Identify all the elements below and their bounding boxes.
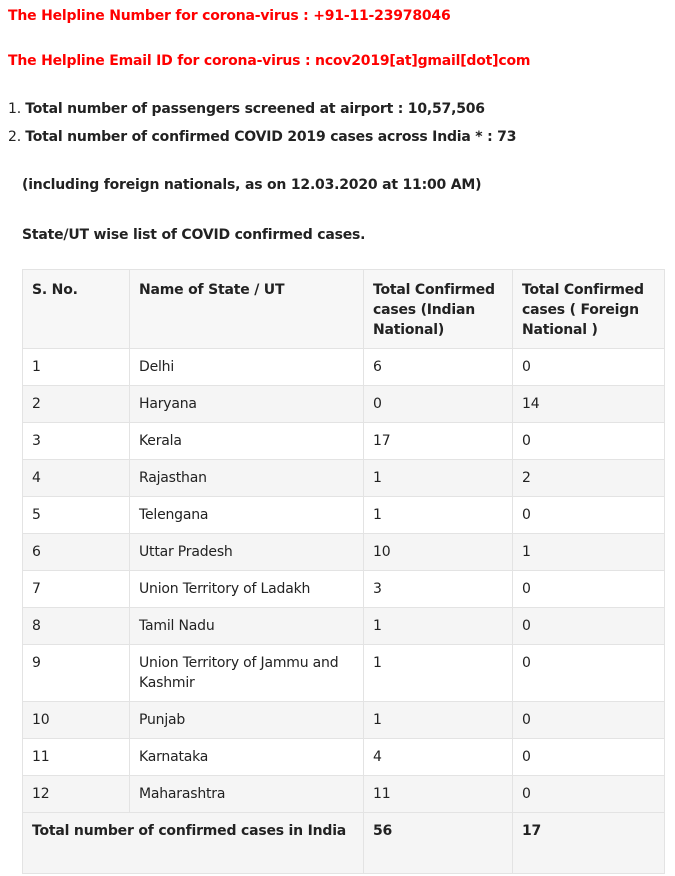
table-row [23,349,665,386]
cell-foreign-cases: 0 [513,776,665,813]
cell-sno: 6 [23,534,130,571]
cell-state: Rajasthan [130,460,364,497]
table-row [23,423,665,460]
total-indian: 56 [364,813,513,874]
header-sno: S. No. [23,270,130,349]
cell-foreign-cases: 0 [513,702,665,739]
cell-indian-cases: 3 [364,571,513,608]
table-title: State/UT wise list of COVID confirmed cases. [22,227,366,243]
table-row [23,702,665,739]
cell-indian-cases: 1 [364,497,513,534]
table-row [23,608,665,645]
stats-item-passengers [8,100,516,128]
cell-state: Uttar Pradesh [130,534,364,571]
cell-indian-cases: 1 [364,460,513,497]
cell-foreign-cases: 0 [513,739,665,776]
cell-indian-cases: 1 [364,702,513,739]
cell-state: Karnataka [130,739,364,776]
cell-sno: 10 [23,702,130,739]
total-label: Total number of confirmed cases in India [23,813,364,874]
cell-indian-cases: 0 [364,386,513,423]
stats-item-confirmed [8,128,516,156]
cases-table [22,269,665,874]
cell-foreign-cases: 1 [513,534,665,571]
table-row [23,386,665,423]
cell-sno: 7 [23,571,130,608]
cell-indian-cases: 4 [364,739,513,776]
table-row [23,571,665,608]
cell-foreign-cases: 0 [513,423,665,460]
cell-foreign-cases: 0 [513,645,665,702]
cell-sno: 2 [23,386,130,423]
cell-sno: 8 [23,608,130,645]
cell-foreign-cases: 2 [513,460,665,497]
cell-state: Haryana [130,386,364,423]
header-state: Name of State / UT [130,270,364,349]
header-indian-cases: Total Confirmed cases (Indian National) [364,270,513,349]
cell-sno: 9 [23,645,130,702]
table-row [23,645,665,702]
cell-sno: 3 [23,423,130,460]
stats-list [8,100,516,156]
table-row [23,776,665,813]
cell-foreign-cases: 0 [513,349,665,386]
cell-sno: 1 [23,349,130,386]
cell-sno: 11 [23,739,130,776]
passengers-screened-text: Total number of passengers screened at airport : 10,57,506 [25,101,485,117]
cell-state: Maharashtra [130,776,364,813]
cell-state: Tamil Nadu [130,608,364,645]
helpline-email: The Helpline Email ID for corona-virus : ncov2019[at]gmail[dot]com [8,53,531,69]
cell-indian-cases: 1 [364,608,513,645]
cell-sno: 4 [23,460,130,497]
cell-indian-cases: 1 [364,645,513,702]
cell-indian-cases: 11 [364,776,513,813]
cell-state: Punjab [130,702,364,739]
cell-state: Telengana [130,497,364,534]
table-row [23,460,665,497]
cell-foreign-cases: 0 [513,608,665,645]
foreign-nationals-note: (including foreign nationals, as on 12.03.2020 at 11:00 AM) [22,177,482,193]
cell-state: Union Territory of Ladakh [130,571,364,608]
total-row [23,813,665,874]
cell-foreign-cases: 14 [513,386,665,423]
cell-sno: 12 [23,776,130,813]
cell-indian-cases: 6 [364,349,513,386]
confirmed-cases-text: Total number of confirmed COVID 2019 cases across India * : 73 [25,129,517,145]
cell-state: Kerala [130,423,364,460]
table-row [23,534,665,571]
helpline-number: The Helpline Number for corona-virus : +91-11-23978046 [8,8,451,24]
cell-foreign-cases: 0 [513,571,665,608]
cell-foreign-cases: 0 [513,497,665,534]
cell-indian-cases: 10 [364,534,513,571]
list-number: 2. [8,129,21,145]
total-foreign: 17 [513,813,665,874]
header-foreign-cases: Total Confirmed cases ( Foreign National ) [513,270,665,349]
cell-state: Delhi [130,349,364,386]
table-row [23,739,665,776]
list-number: 1. [8,101,21,117]
table-header-row [23,270,665,349]
cell-sno: 5 [23,497,130,534]
cell-state: Union Territory of Jammu and Kashmir [130,645,364,702]
cell-indian-cases: 17 [364,423,513,460]
table-row [23,497,665,534]
